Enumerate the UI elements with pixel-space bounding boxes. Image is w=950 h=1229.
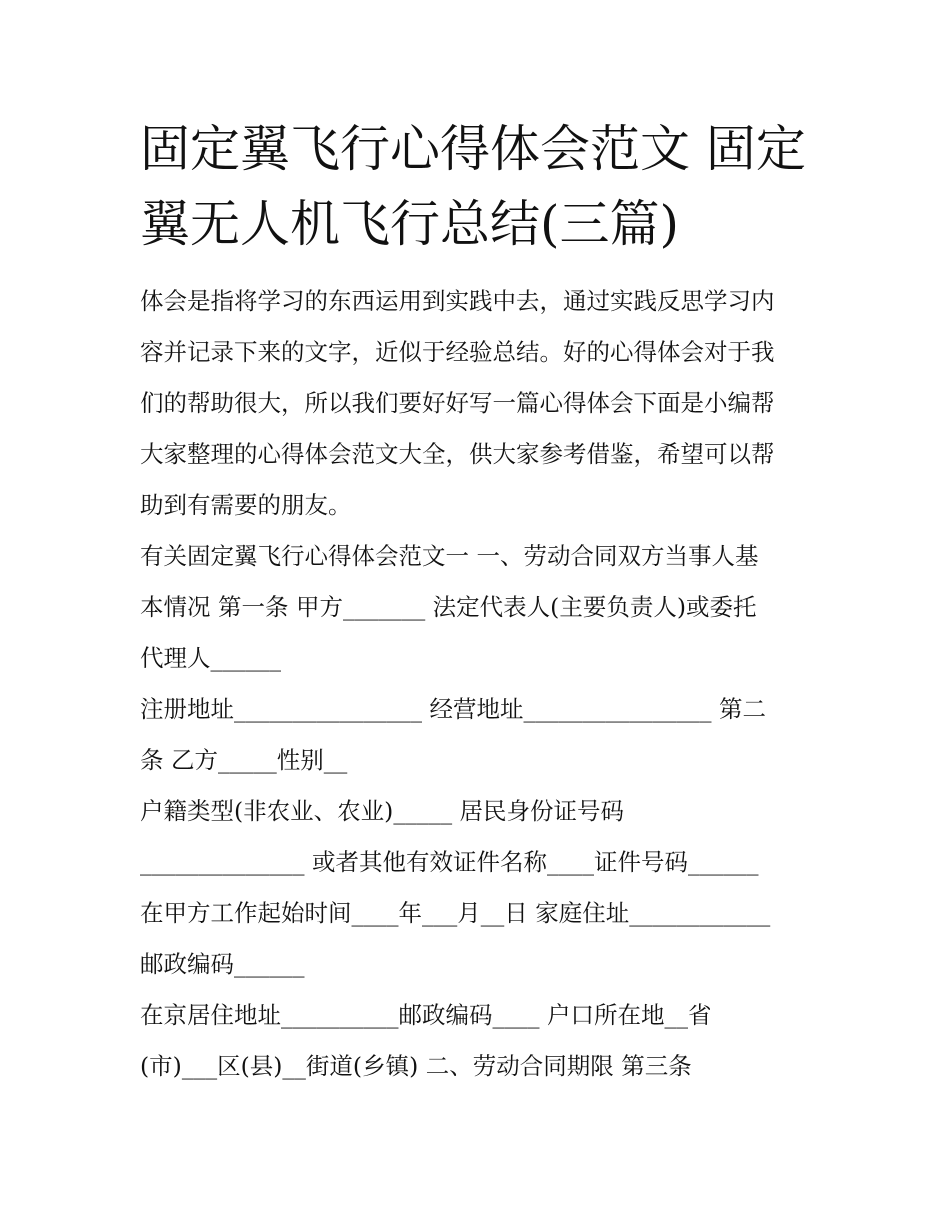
body-line-9: 注册地址________________ 经营地址________________ 第二	[140, 695, 766, 723]
body-line-15: 在京居住地址__________邮政编码____ 户口所在地__省	[140, 1001, 712, 1029]
body-line-5: 助到有需要的朋友。	[140, 491, 352, 519]
body-line-13: 在甲方工作起始时间____年___月__日 家庭住址____________	[140, 899, 771, 927]
title-line-1: 固定翼飞行心得体会范文 固定	[140, 120, 806, 178]
body-line-3: 们的帮助很大，所以我们要好好写一篇心得体会下面是小编帮	[140, 389, 775, 417]
body-line-7: 本情况 第一条 甲方_______ 法定代表人(主要负责人)或委托	[140, 593, 757, 621]
document-title	[140, 112, 830, 262]
body-line-6: 有关固定翼飞行心得体会范文一 一、劳动合同双方当事人基	[140, 542, 759, 570]
body-line-8: 代理人______	[140, 644, 281, 672]
body-line-16: (市)___区(县)__街道(乡镇) 二、劳动合同期限 第三条	[140, 1052, 692, 1080]
body-line-14: 邮政编码______	[140, 950, 305, 978]
body-line-10: 条 乙方_____性别__	[140, 746, 348, 774]
body-line-4: 大家整理的心得体会范文大全，供大家参考借鉴，希望可以帮	[140, 440, 775, 468]
body-line-2: 容并记录下来的文字，近似于经验总结。好的心得体会对于我	[140, 338, 775, 366]
title-line-2: 翼无人机飞行总结(三篇)	[140, 195, 680, 253]
body-line-1: 体会是指将学习的东西运用到实践中去，通过实践反思学习内	[140, 287, 775, 315]
body-line-12: ______________ 或者其他有效证件名称____证件号码______	[140, 848, 759, 876]
body-line-11: 户籍类型(非农业、农业)_____ 居民身份证号码	[140, 797, 625, 825]
document-body	[140, 276, 830, 1092]
